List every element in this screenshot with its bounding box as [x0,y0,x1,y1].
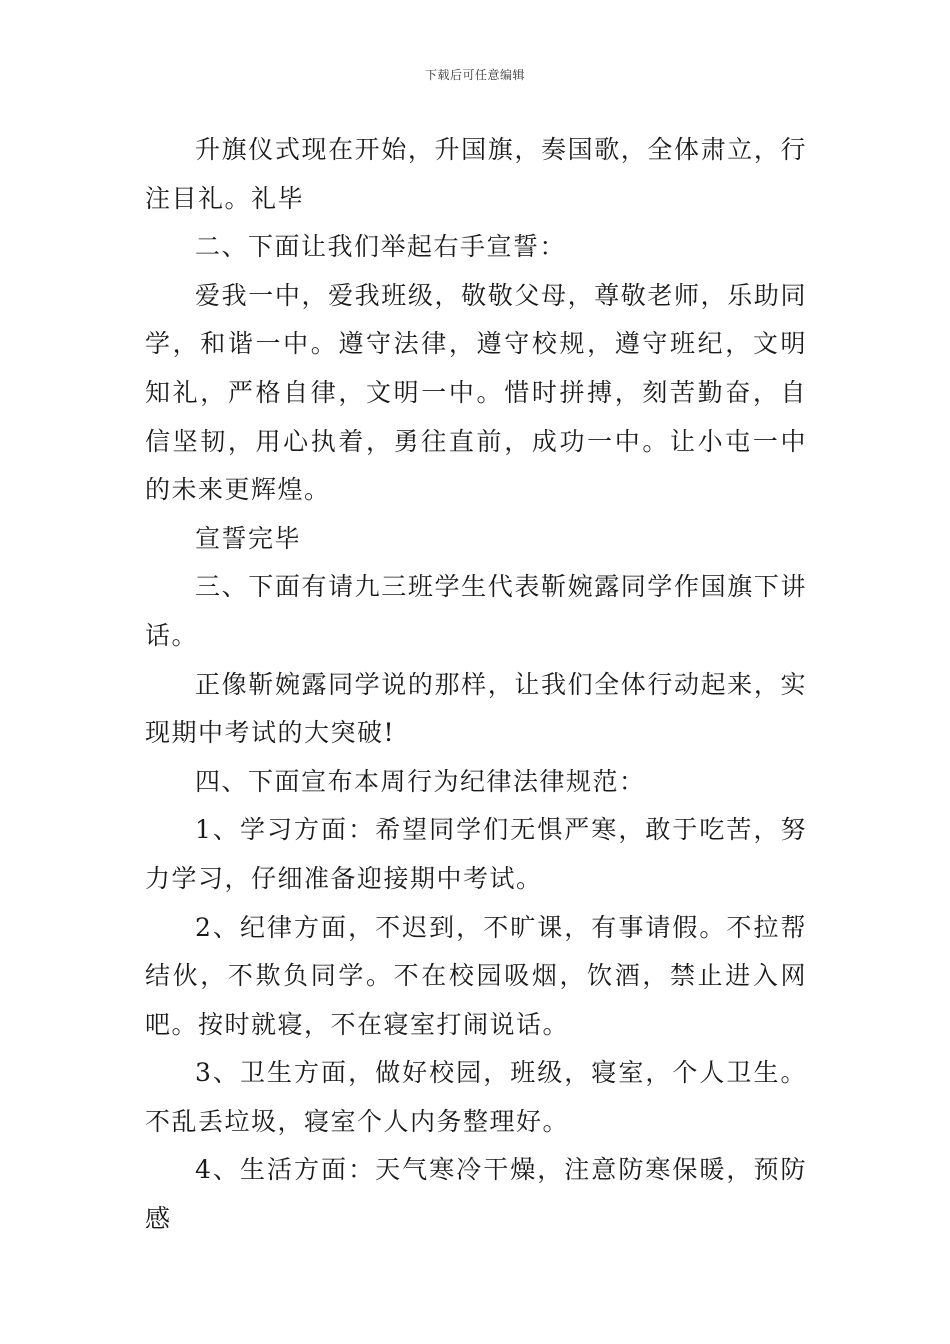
paragraph-rule-study: 1、学习方面：希望同学们无惧严寒，敢于吃苦，努力学习，仔细准备迎接期中考试。 [145,815,807,893]
paragraph-flag-ceremony: 升旗仪式现在开始，升国旗，奏国歌，全体肃立，行注目礼。礼毕 [145,135,807,213]
paragraph-rules-intro: 四、下面宣布本周行为纪律法律规范： [195,766,646,796]
document-body [145,126,807,1244]
paragraph-rule-life: 4、生活方面：天气寒冷干燥，注意防寒保暖，预防感 [145,1155,807,1234]
paragraph-student-speech: 三、下面有请九三班学生代表靳婉露同学作国旗下讲话。 [145,572,807,650]
paragraph-oath-text: 爱我一中，爱我班级，敬敬父母，尊敬老师，乐助同学，和谐一中。遵守法律，遵守校规，遵守班纪，文明知礼，严格自律，文明一中。惜时拼搏，刻苦勤奋，自信坚韧，用心执着，勇往直前，成功一中。让小屯一中的未来更辉煌。 [145,280,807,505]
paragraph-oath-end: 宣誓完毕 [195,523,302,553]
page-header: 下载后可任意编辑 [424,68,525,82]
paragraph-rule-hygiene: 3、卫生方面，做好校园，班级，寝室，个人卫生。不乱丢垃圾，寝室个人内务整理好。 [145,1058,807,1136]
paragraph-oath-intro: 二、下面让我们举起右手宣誓： [195,232,567,262]
paragraph-speech-response: 正像靳婉露同学说的那样，让我们全体行动起来，实现期中考试的大突破! [145,669,807,748]
paragraph-rule-discipline: 2、纪律方面，不迟到，不旷课，有事请假。不拉帮结伙，不欺负同学。不在校园吸烟，饮酒，禁止进入网吧。按时就寝，不在寝室打闹说话。 [145,912,807,1039]
